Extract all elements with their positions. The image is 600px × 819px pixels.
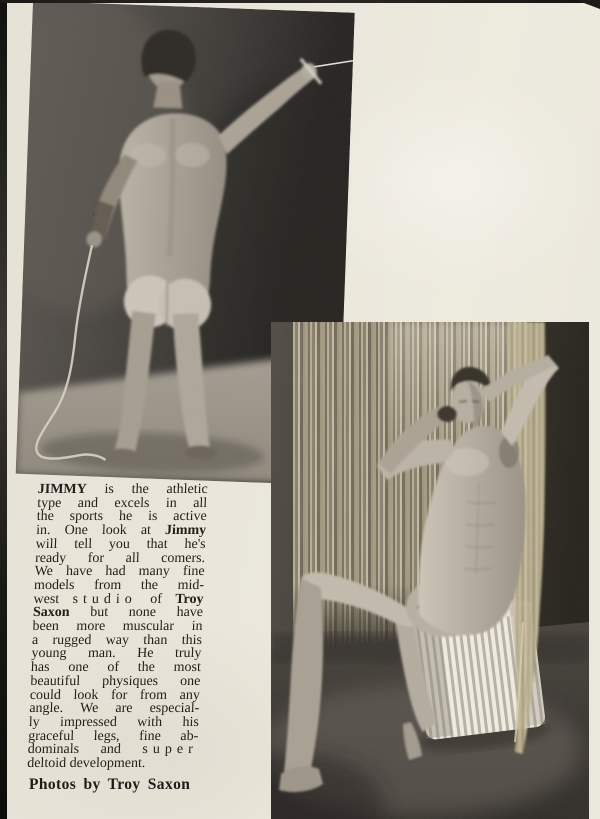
article-line: has one of the most — [30, 660, 202, 676]
article-line: JIMMY is the athletic — [37, 482, 209, 497]
article-line: could look for from any — [29, 687, 201, 703]
article-line: west studio of Troy — [33, 591, 204, 607]
scan-edge-left — [0, 0, 7, 819]
article-line: a rugged way than this — [31, 632, 203, 648]
article-line: type and excels in all — [36, 495, 208, 511]
article-line: the sports he is active — [36, 509, 207, 525]
article-line: angle. We are especial- — [29, 701, 200, 717]
article-line: Saxon but none have — [32, 605, 204, 621]
photo-credit: Photos by Troy Saxon — [29, 776, 191, 793]
article-line: ly impressed with his — [28, 714, 200, 730]
article-line: will tell you that he's — [35, 536, 206, 552]
article-line: been more muscular in — [32, 619, 203, 635]
article-line: in. One look at Jimmy — [35, 523, 207, 539]
article-line: deltoid development. — [26, 756, 146, 772]
photo-seated-pose — [271, 322, 589, 819]
article-line: beautiful physiques one — [30, 673, 201, 689]
article-line: dominals and super — [27, 742, 199, 758]
article-line: graceful legs, fine ab- — [27, 728, 199, 744]
article-text — [27, 483, 208, 771]
article-line: ready for all comers. — [34, 550, 206, 566]
scan-edge-top — [0, 0, 600, 3]
article-line: models from the mid- — [33, 577, 205, 593]
article-line: We have had many fine — [34, 564, 205, 580]
seated-model-figure — [271, 322, 589, 819]
article-line: young man. He truly — [31, 646, 202, 662]
